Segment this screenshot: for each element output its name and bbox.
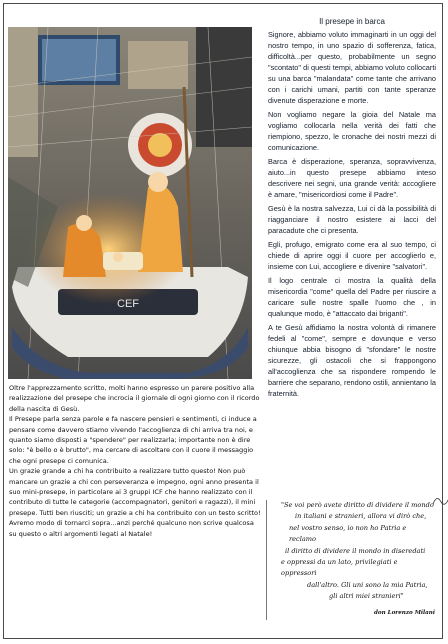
milani-quote [271, 500, 435, 619]
article-paragraph: Barca è disperazione, speranza, sopravvivenza, aiuto...in questo presepe abbiamo inteso descrivere nei segni, una grande verità: accogliere è amare, "misericordiosi come il Padre". [268, 157, 436, 199]
quote-divider [266, 500, 267, 620]
quote-line: nel vostro senso, io non ho Patria e reclamo [289, 523, 407, 544]
quote-line: gli altri miei stranieri" [329, 592, 404, 601]
article-title: Il presepe in barca [319, 17, 385, 26]
article-paragraph: Non vogliamo negare la gioia del Natale ma vogliamo collocarla nella verità dei fatti che riempiono, spezzo, le cronache dei nostri mezzi di comunicazione. [268, 110, 436, 152]
quote-line: e oppressi da un lato, privilegiati e oppressori [281, 558, 398, 578]
quote-line: il diritto di dividere il mondo in diseredati [285, 546, 426, 555]
article-paragraph: Oltre l'apprezzamento scritto, molti hanno espresso un parere positivo alla realizzazione del presepe che incrocia il giornale di ogni giorno con il ricordo della nascita di Gesù. [9, 384, 260, 413]
article-paragraph: Signore, abbiamo voluto immaginarti in un oggi del nostro tempo, in uno spazio di sofferenza, fatica, difficoltà...per questo, probabilmente un segno "scontato" di questi tempi, abbiamo voluto collocarti su una barca "malandata" come tante che arrivano con i carichi umani, partiti con tante speranze divenute disperazione e morte. [268, 30, 436, 105]
quote-line: in italiani e stranieri, allora vi dirò che, [295, 512, 427, 521]
article-paragraph: Egli, profugo, emigrato come era al suo tempo, ci chiede di aprire oggi il cuore per accoglierlo e, insieme con Lui, accogliere e divenire "salvatori". [268, 240, 436, 271]
article-paragraph: Avremo modo di tornarci sopra...anzi perché qualcuno non scrive qualcosa su questo o altri argomenti legati al Natale! [9, 519, 254, 538]
article-paragraph: Il logo centrale ci mostra la qualità della misericordia "come" quella del Padre per riuscire a caricare sulle nostre spalle l'uomo che , in qualunque modo, è "attaccato dai briganti". [268, 276, 436, 318]
quote-line: "Se voi però avete diritto di dividere il mondo [281, 501, 434, 509]
article-right-column [268, 16, 436, 402]
article-paragraph: A te Gesù affidiamo la nostra volontà di rimanere fedeli al "come", sempre e dovunque e verso chiunque abbia bisogno di "sfondare" le nostre sicurezze, gli ostacoli che si frappongono all'accoglienza che sa rispondere rompendo le barriere che separano, rendono ostili, annientano la fraternità. [268, 323, 436, 398]
article-paragraph: Il Presepe parla senza parole e fa nascere pensieri e sentimenti, ci induce a pensare come davvero stiamo vivendo l'accoglienza di chi arriva tra noi, e quanto siamo disposti a "spendere" per realizzarla; importante non è dire solo: "è bello o è brutto", ma cercare di ascoltare con il cuore il messaggio che ogni presepe ci comunica. [9, 415, 257, 465]
article-paragraph: Gesù è la nostra salvezza, Lui ci dà la possibilità di riagganciare il nostro esistere ai lacci del paracadute che ci presenta. [268, 204, 436, 235]
nativity-boat-photo [8, 27, 252, 379]
article-paragraph: Un grazie grande a chi ha contribuito a realizzare tutto questo! Non può mancare un grazie a chi con perseveranza e impegno, ogni anno presenta il suo mini-presepe, in particolare ai 3 gruppi ICF che hanno realizzato con il contributo di tutte le categorie (accompagnatori, genitori e ragazzi), il mini presepe. Tutti ben riusciti; un grazie a chi ha contribuito con un testo scritto! [9, 467, 261, 517]
quote-author: don Lorenzo Milani [373, 609, 435, 616]
signature-scribble-icon [431, 492, 448, 508]
article-left-column [9, 383, 263, 539]
quote-line: dall'altro. Gli uni sono la mia Patria, [307, 580, 428, 589]
